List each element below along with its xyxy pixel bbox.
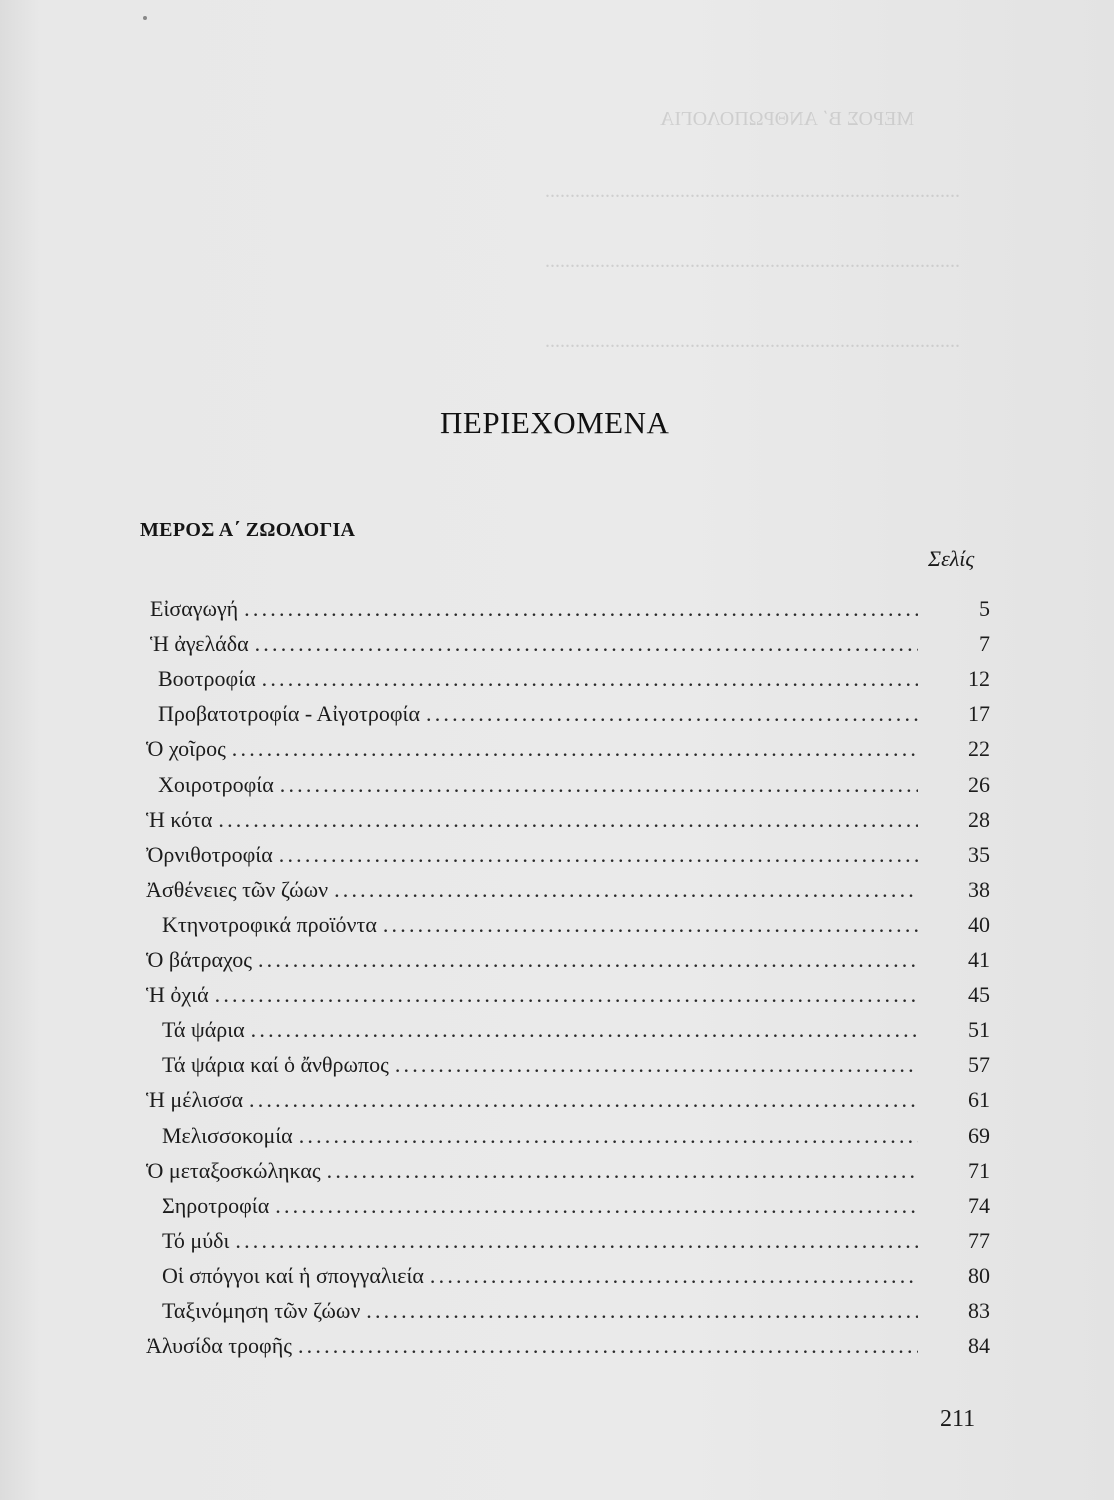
toc-leader-dots xyxy=(395,1048,918,1082)
toc-entry xyxy=(150,592,990,626)
toc-leader-dots xyxy=(232,732,918,766)
toc-entry-title: Τά ψάρια xyxy=(162,1017,245,1043)
toc-entry-title: Τό μύδι xyxy=(162,1227,230,1253)
toc-entry xyxy=(162,1189,990,1223)
toc-entry-page: 41 xyxy=(968,947,990,972)
toc-entry-title: Μελισσοκομία xyxy=(162,1122,293,1148)
toc-entry-title: Ἡ κότα xyxy=(146,806,213,832)
toc-entry xyxy=(146,943,990,977)
toc-entry-page: 61 xyxy=(968,1087,990,1113)
toc-entry-title: Σηροτροφία xyxy=(162,1192,270,1218)
toc-entry-page: 83 xyxy=(968,1298,990,1323)
toc-entry xyxy=(162,1224,990,1258)
toc-entry xyxy=(146,873,990,907)
toc-entry-page: 40 xyxy=(968,911,990,937)
toc-leader-dots xyxy=(244,592,918,626)
toc-leader-dots xyxy=(218,803,918,837)
toc-leader-dots xyxy=(235,1224,918,1258)
pages-column-label: Σελίς xyxy=(928,546,975,571)
toc-entry-page: 69 xyxy=(968,1122,990,1148)
toc-leader-dots xyxy=(258,943,918,977)
toc-entry xyxy=(146,803,990,837)
toc-leader-dots xyxy=(299,1119,918,1153)
toc-entry xyxy=(162,1119,990,1153)
toc-leader-dots xyxy=(366,1294,918,1328)
toc-entry-title: Ἡ ἀγελάδα xyxy=(150,631,249,657)
toc-entry-title: Κτηνοτροφικά προϊόντα xyxy=(162,911,377,937)
toc-entry-page: 77 xyxy=(968,1227,990,1253)
toc-entry-title: Ταξινόμηση τῶν ζώων xyxy=(162,1298,361,1323)
paper-speck xyxy=(143,16,147,20)
toc-entry-title: Εἰσαγωγή xyxy=(150,596,239,621)
bleed-through-decoration: ................................................................................... xyxy=(545,250,960,272)
toc-leader-dots xyxy=(334,873,918,907)
toc-entry-page: 57 xyxy=(968,1052,990,1078)
toc-entry-title: Τά ψάρια καί ὁ ἄνθρωπος xyxy=(162,1052,389,1078)
toc-entry-title: Ἀσθένειες τῶν ζώων xyxy=(146,876,329,902)
toc-entry-title: Χοιροτροφία xyxy=(158,771,274,797)
part-heading: ΜΕΡΟΣ Α΄ ΖΩΟΛΟΓΙΑ xyxy=(140,519,356,541)
bleed-through-decoration: ................................................................................... xyxy=(545,180,960,202)
toc-entry-page: 12 xyxy=(968,666,990,692)
toc-leader-dots xyxy=(262,662,918,696)
toc-entry xyxy=(158,768,990,802)
toc-leader-dots xyxy=(298,1329,918,1363)
toc-entry-page: 35 xyxy=(968,841,990,867)
toc-entry-page: 38 xyxy=(968,876,990,902)
toc-leader-dots xyxy=(249,1083,918,1117)
toc-leader-dots xyxy=(275,1189,918,1223)
page-title: ΠΕΡΙΕΧΟΜΕΝΑ xyxy=(440,405,670,440)
toc-entry xyxy=(162,908,990,942)
toc-entry xyxy=(162,1294,990,1328)
toc-leader-dots xyxy=(327,1154,918,1188)
toc-entry xyxy=(146,1154,990,1188)
toc-entry-title: Ὁ βάτραχος xyxy=(146,947,252,972)
toc-entry-title: Ὁ μεταξοσκώληκας xyxy=(146,1157,321,1183)
toc-entry-page: 74 xyxy=(968,1192,990,1218)
toc-entry xyxy=(146,978,990,1012)
bleed-through-decoration: ................................................................................... xyxy=(545,330,960,352)
toc-entry-title: Ἡ ὀχιά xyxy=(146,982,209,1008)
toc-leader-dots xyxy=(251,1013,918,1047)
toc-entry-page: 22 xyxy=(968,736,990,762)
toc-entry xyxy=(158,697,990,731)
toc-leader-dots xyxy=(383,908,918,942)
toc-leader-dots xyxy=(280,768,918,802)
toc-entry-page: 5 xyxy=(979,596,990,621)
toc-entry-page: 7 xyxy=(979,631,990,657)
toc-entry-page: 84 xyxy=(968,1333,990,1359)
toc-entry xyxy=(162,1048,990,1082)
toc-entry xyxy=(162,1259,990,1293)
toc-entry-page: 17 xyxy=(968,701,990,727)
toc-entry-title: Προβατοτροφία - Αἰγοτροφία xyxy=(158,701,420,727)
toc-entry-title: Ὁ χοῖρος xyxy=(146,736,226,762)
toc-entry-page: 51 xyxy=(968,1017,990,1043)
toc-entry-title: Οἱ σπόγγοι καί ἡ σπογγαλιεία xyxy=(162,1262,424,1288)
toc-leader-dots xyxy=(255,627,918,661)
toc-leader-dots xyxy=(215,978,918,1012)
toc-entry xyxy=(158,662,990,696)
toc-entry xyxy=(146,1329,990,1363)
toc-entry-page: 80 xyxy=(968,1262,990,1288)
toc-entry-title: Ἁλυσίδα τροφῆς xyxy=(146,1333,292,1359)
toc-entry xyxy=(150,627,990,661)
bleed-through-decoration: ΜΕΡΟΣ Β΄ ΑΝΘΡΩΠΟΛΟΓΙΑ xyxy=(660,108,915,130)
toc-leader-dots xyxy=(279,838,918,872)
toc-entry-page: 28 xyxy=(968,806,990,832)
toc-entry-title: Ἡ μέλισσα xyxy=(146,1087,244,1113)
toc-leader-dots xyxy=(430,1259,918,1293)
toc-entry-page: 71 xyxy=(968,1157,990,1183)
toc-entry xyxy=(146,1083,990,1117)
toc-leader-dots xyxy=(426,697,918,731)
page-number: 211 xyxy=(940,1406,976,1432)
toc-entry-page: 45 xyxy=(968,982,990,1008)
toc-entry xyxy=(146,838,990,872)
toc-entry xyxy=(162,1013,990,1047)
toc-entry-title: Βοοτροφία xyxy=(158,666,256,692)
toc-entry-page: 26 xyxy=(968,771,990,797)
toc-entry xyxy=(146,732,990,766)
toc-entry-title: Ὀρνιθοτροφία xyxy=(146,841,273,867)
